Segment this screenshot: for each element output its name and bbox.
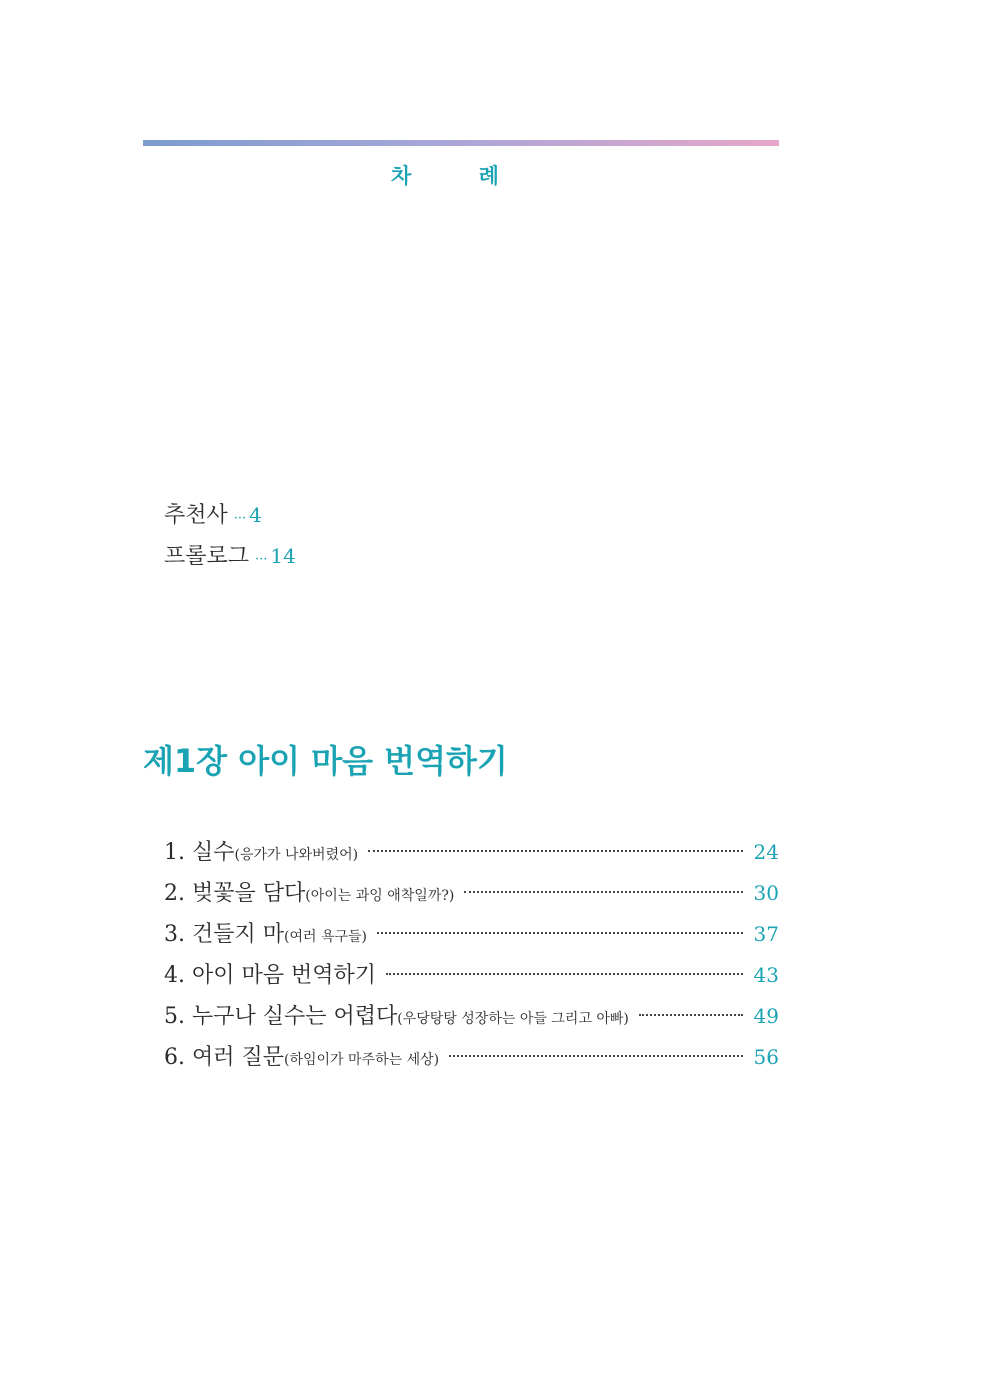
toc-entry[interactable] [164, 999, 779, 1040]
front-matter-item-prologue[interactable] [164, 539, 296, 580]
entry-number: 6. [164, 1045, 185, 1070]
entry-number: 5. [164, 1004, 185, 1029]
entry-subtitle: (하임이가 마주하는 세상) [284, 1052, 440, 1068]
entry-page-number: 37 [753, 922, 779, 946]
front-matter-label: 프롤로그 [164, 544, 250, 569]
front-matter-item-recommendation[interactable] [164, 498, 296, 539]
chapter-entry-list [164, 835, 779, 1081]
entry-page-number: 49 [753, 1004, 779, 1028]
front-matter-list [164, 498, 296, 580]
entry-title: 누구나 실수는 어렵다 [192, 1004, 398, 1029]
entry-title: 건들지 마 [192, 922, 285, 947]
entry-number: 1. [164, 840, 185, 865]
toc-title: 차 례 [391, 164, 529, 188]
entry-page-number: 30 [753, 881, 779, 905]
entry-subtitle: (응가가 나와버렸어) [234, 847, 359, 863]
entry-title: 아이 마음 번역하기 [192, 963, 377, 988]
toc-entry[interactable] [164, 835, 779, 876]
entry-page-number: 56 [753, 1045, 779, 1069]
entry-page-number: 43 [753, 963, 779, 987]
entry-page-number: 24 [753, 840, 779, 864]
chapter-heading: 제1장 아이 마음 번역하기 [143, 742, 508, 780]
ellipsis-separator: ··· [233, 511, 247, 526]
dot-leader [386, 972, 743, 975]
page-number: 4 [249, 503, 262, 527]
dot-leader [639, 1013, 743, 1016]
header-gradient-rule [143, 140, 779, 146]
page-number: 14 [270, 544, 296, 568]
entry-number: 2. [164, 881, 185, 906]
toc-entry[interactable] [164, 917, 779, 958]
ellipsis-separator: ··· [255, 552, 268, 567]
entry-title: 실수 [192, 840, 235, 865]
entry-number: 4. [164, 963, 185, 988]
dot-leader [377, 931, 743, 934]
entry-title: 여러 질문 [192, 1045, 285, 1070]
entry-title: 벚꽃을 담다 [192, 881, 306, 906]
toc-entry[interactable] [164, 1040, 779, 1081]
entry-subtitle: (아이는 과잉 애착일까?) [305, 888, 455, 904]
dot-leader [449, 1054, 743, 1057]
entry-number: 3. [164, 922, 185, 947]
toc-entry[interactable] [164, 958, 779, 999]
dot-leader [464, 890, 743, 893]
dot-leader [368, 849, 743, 852]
entry-subtitle: (우당탕탕 성장하는 아들 그리고 아빠) [397, 1011, 629, 1027]
toc-entry[interactable] [164, 876, 779, 917]
entry-subtitle: (여러 욕구들) [284, 929, 368, 945]
front-matter-label: 추천사 [164, 503, 228, 528]
